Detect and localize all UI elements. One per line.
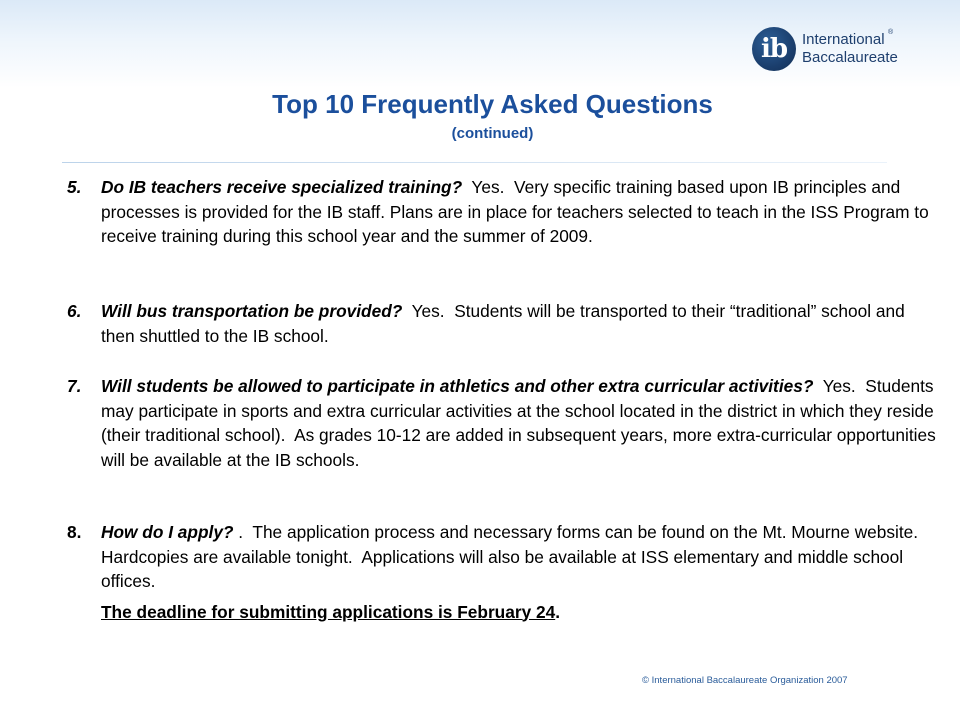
faq-question: Will students be allowed to participate in athletics and other extra curricular activities? xyxy=(101,376,814,396)
faq-number: 7. xyxy=(67,376,82,396)
faq-question: How do I apply? xyxy=(101,522,234,542)
faq-answer: Yes. Students may participate in sports and extra curricular activities at the school located in the district in which they reside (their traditional school). As grades 10-12 are added in subsequent years, more extra-curricular opportunities will be available at the IB schools. xyxy=(101,376,941,470)
deadline-suffix: . xyxy=(555,601,561,622)
faq-item-6 xyxy=(67,299,937,348)
faq-content xyxy=(67,175,941,624)
faq-answer: Yes. Students will be transported to their “traditional” school and then shuttled to the IB school. xyxy=(101,301,910,346)
ib-logo-mark-icon: ib xyxy=(752,27,796,71)
faq-answer: . The application process and necessary forms can be found on the Mt. Mourne website. Hardcopies are available tonight. Applications will also be available at ISS elementary and middle school offices. xyxy=(101,522,923,591)
faq-item-7 xyxy=(67,374,941,496)
faq-item-8 xyxy=(67,520,937,594)
copyright-footer: © International Baccalaureate Organization 2007 xyxy=(642,675,848,686)
registered-mark: ® xyxy=(888,29,894,36)
faq-question: Will bus transportation be provided? xyxy=(101,301,403,321)
title-divider xyxy=(62,162,887,163)
ib-logo-wordmark xyxy=(802,31,898,67)
page-title: Top 10 Frequently Asked Questions xyxy=(272,89,713,119)
logo-line-2: Baccalaureate xyxy=(802,49,898,66)
deadline-text: The deadline for submitting applications is February 24 xyxy=(101,601,556,622)
faq-question: Do IB teachers receive specialized training? xyxy=(101,177,463,197)
page-subtitle: (continued) xyxy=(451,125,534,142)
faq-number: 5. xyxy=(67,177,82,197)
ib-logo xyxy=(752,27,898,75)
faq-item-5 xyxy=(67,175,937,273)
faq-number: 6. xyxy=(67,301,82,321)
deadline-notice xyxy=(67,600,937,625)
faq-number: 8. xyxy=(67,522,82,542)
faq-answer: Yes. Very specific training based upon IB principles and processes is provided for the IB staff. Plans are in place for teachers selected to teach in the ISS Program to receive training during this school year and the summer of 2009. xyxy=(101,177,934,246)
logo-line-1: International xyxy=(802,31,885,48)
